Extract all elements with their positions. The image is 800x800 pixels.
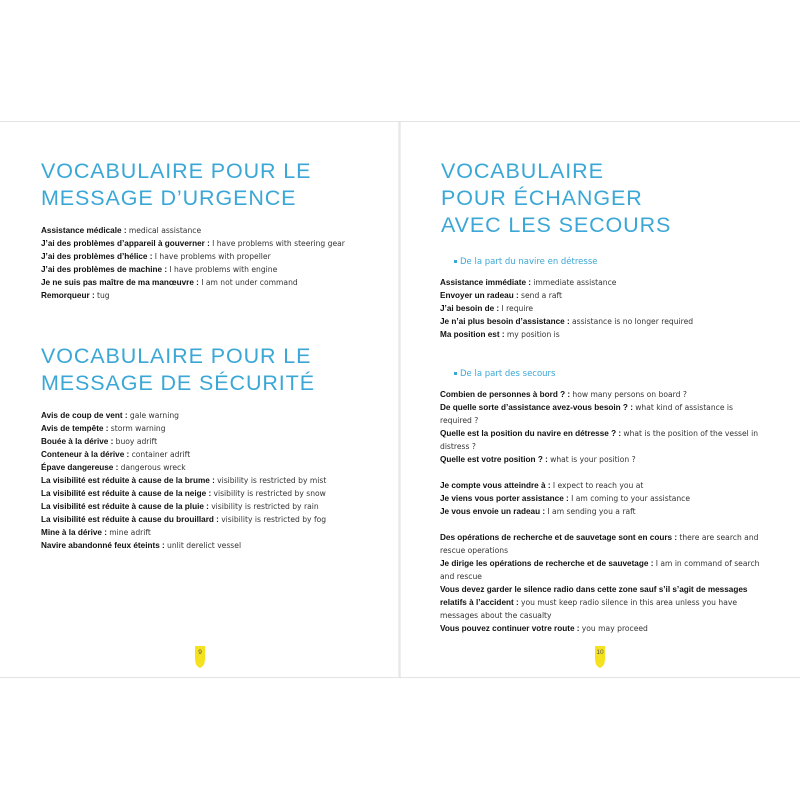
vocab-entry: Je n’ai plus besoin d’assistance : assistance is no longer required bbox=[440, 317, 694, 326]
vocab-entry: Je dirige les opérations de recherche et de sauvetage : I am in command of search and rescue bbox=[440, 559, 760, 581]
vocab-entry: Ma position est : my position is bbox=[440, 330, 560, 339]
vocab-entry: Vous devez garder le silence radio dans cette zone sauf s’il s’agit de messages relatifs à l’accident : you must keep radio silence in this area unless you have messages about the casualty bbox=[440, 585, 748, 620]
section-title-secours bbox=[441, 158, 671, 239]
vocab-entry: Combien de personnes à bord ? : how many persons on board ? bbox=[440, 390, 687, 399]
subsection-heading-secours: De la part des secours bbox=[454, 369, 555, 379]
vocab-entry: J’ai des problèmes de machine : I have problems with engine bbox=[41, 265, 278, 274]
vocab-entry: J’ai des problèmes d’appareil à gouverner : I have problems with steering gear bbox=[41, 239, 345, 248]
vocab-entry: Mine à la dérive : mine adrift bbox=[41, 528, 151, 537]
vocab-entry: Assistance immédiate : immediate assistance bbox=[440, 278, 617, 287]
left-page bbox=[0, 122, 400, 679]
vocab-entry: Conteneur à la dérive : container adrift bbox=[41, 450, 191, 459]
vocab-entry: La visibilité est réduite à cause du brouillard : visibility is restricted by fog bbox=[41, 515, 327, 524]
vocab-entry: Avis de tempête : storm warning bbox=[41, 424, 166, 433]
vocab-list-urgence bbox=[41, 224, 345, 302]
title-line: AVEC LES SECOURS bbox=[441, 213, 672, 237]
vocab-entry: Vous pouvez continuer votre route : you may proceed bbox=[440, 624, 648, 633]
right-page bbox=[400, 122, 800, 679]
page-number-left: 9 bbox=[194, 646, 206, 668]
section-title-urgence bbox=[41, 158, 311, 212]
vocab-entry: Navire abandonné feux éteints : unlit derelict vessel bbox=[41, 541, 242, 550]
title-line: VOCABULAIRE bbox=[441, 159, 604, 183]
vocab-entry: La visibilité est réduite à cause de la pluie : visibility is restricted by rain bbox=[41, 502, 319, 511]
vocab-entry: Je viens vous porter assistance : I am coming to your assistance bbox=[440, 494, 691, 503]
vocab-entry: Quelle est la position du navire en détresse ? : what is the position of the vessel in distress ? bbox=[440, 429, 759, 451]
subsection-heading-detresse: De la part du navire en détresse bbox=[454, 257, 598, 267]
vocab-entry: Je compte vous atteindre à : I expect to reach you at bbox=[440, 481, 644, 490]
vocab-entry: Assistance médicale : medical assistance bbox=[41, 226, 202, 235]
vocab-entry: Épave dangereuse : dangerous wreck bbox=[41, 463, 186, 472]
vocab-entry: De quelle sorte d’assistance avez-vous besoin ? : what kind of assistance is required ? bbox=[440, 403, 733, 425]
title-line: MESSAGE D’URGENCE bbox=[41, 186, 297, 210]
spacer bbox=[440, 466, 760, 479]
book-spread bbox=[0, 121, 800, 678]
vocab-entry: Je ne suis pas maître de ma manœuvre : I am not under command bbox=[41, 278, 298, 287]
vocab-entry: Remorqueur : tug bbox=[41, 291, 110, 300]
page-number-right: 10 bbox=[594, 646, 606, 668]
vocab-entry: Avis de coup de vent : gale warning bbox=[41, 411, 179, 420]
vocab-entry: Des opérations de recherche et de sauvetage sont en cours : there are search and rescue operations bbox=[440, 533, 759, 555]
spacer bbox=[440, 518, 760, 531]
bullet-icon bbox=[454, 372, 457, 375]
vocab-entry: Je vous envoie un radeau : I am sending you a raft bbox=[440, 507, 636, 516]
vocab-entry: Quelle est votre position ? : what is your position ? bbox=[440, 455, 636, 464]
vocab-list-securite bbox=[41, 409, 326, 552]
title-line: VOCABULAIRE POUR LE bbox=[41, 159, 312, 183]
vocab-list-secours bbox=[440, 388, 760, 635]
vocab-entry: Envoyer un radeau : send a raft bbox=[440, 291, 563, 300]
vocab-entry: J’ai besoin de : I require bbox=[440, 304, 534, 313]
title-line: MESSAGE DE SÉCURITÉ bbox=[41, 371, 315, 395]
section-title-securite bbox=[41, 343, 315, 397]
vocab-entry: J’ai des problèmes d’hélice : I have problems with propeller bbox=[41, 252, 271, 261]
vocab-entry: La visibilité est réduite à cause de la brume : visibility is restricted by mist bbox=[41, 476, 327, 485]
bullet-icon bbox=[454, 260, 457, 263]
vocab-entry: La visibilité est réduite à cause de la neige : visibility is restricted by snow bbox=[41, 489, 326, 498]
title-line: VOCABULAIRE POUR LE bbox=[41, 344, 312, 368]
vocab-list-detresse bbox=[440, 276, 693, 341]
title-line: POUR ÉCHANGER bbox=[441, 186, 643, 210]
vocab-entry: Bouée à la dérive : buoy adrift bbox=[41, 437, 158, 446]
